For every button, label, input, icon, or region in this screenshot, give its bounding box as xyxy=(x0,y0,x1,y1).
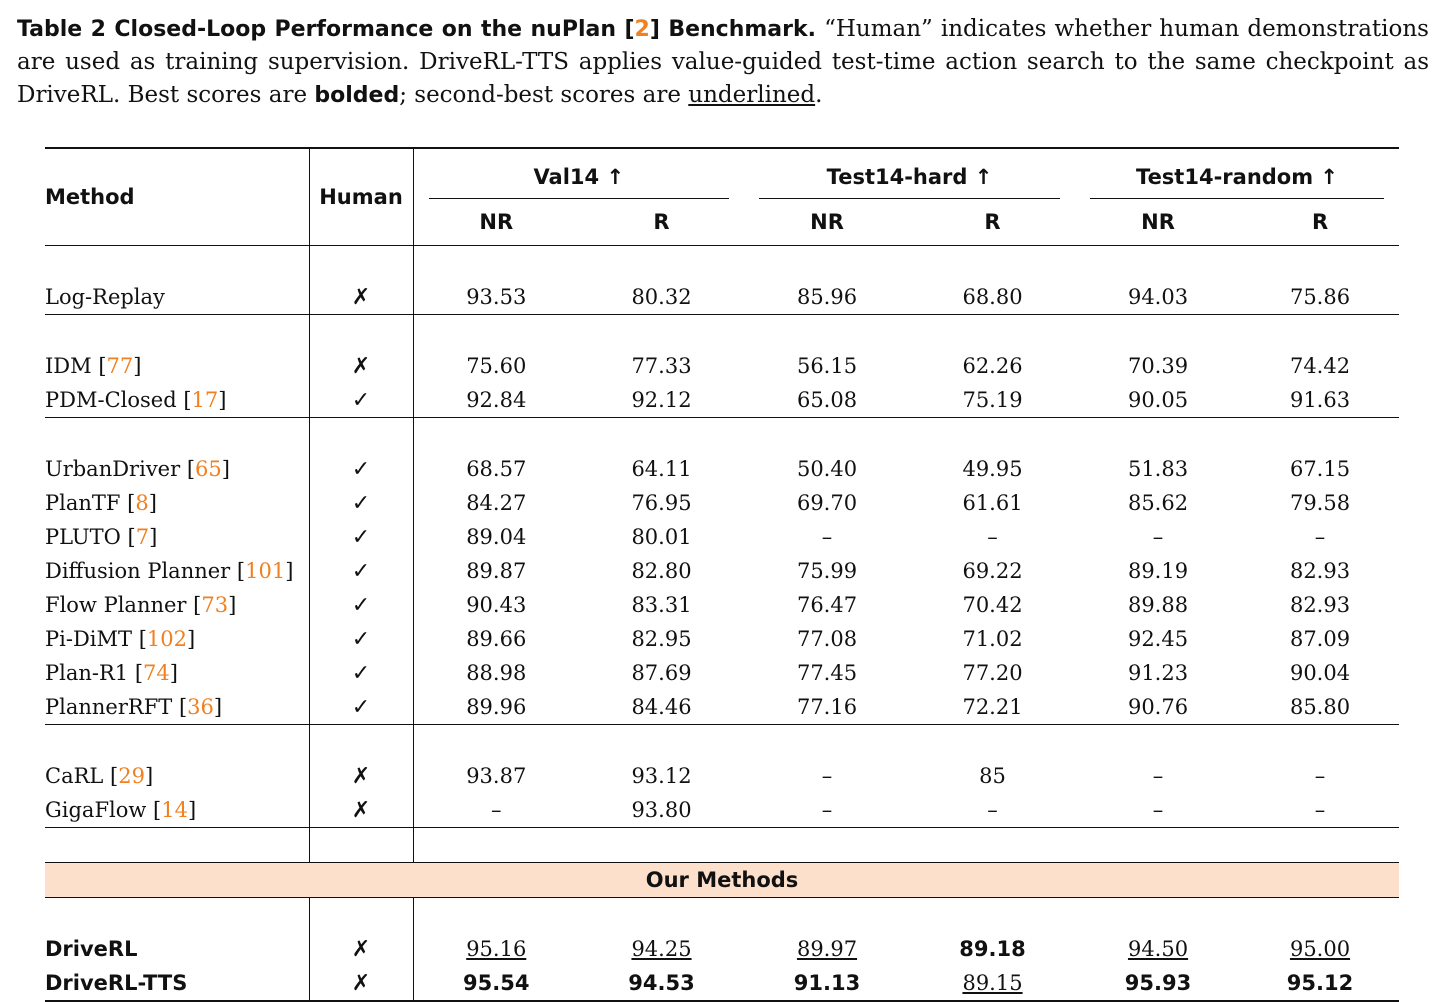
table-row xyxy=(45,622,1399,656)
score-cell: 90.76 xyxy=(1127,695,1189,719)
header-human: Human xyxy=(309,148,413,246)
method-name: PlanTF [8] xyxy=(45,486,309,520)
score-cell: 93.53 xyxy=(466,285,527,309)
score-cell: 89.87 xyxy=(466,559,527,583)
method-name: GigaFlow [14] xyxy=(45,793,309,828)
table-row xyxy=(45,383,1399,418)
score-cell: – xyxy=(821,525,833,549)
score-cell: 71.02 xyxy=(962,627,1023,651)
score-cell: – xyxy=(1152,525,1164,549)
table-caption: Table 2 Closed-Loop Performance on the nuPlan [2] Benchmark. “Human” indicates whether human demonstrations are used as training supervision. DriveRL-TTS applies value-guided test-time action search to the same checkpoint as DriveRL. Best scores are bolded; second-best scores are underlined. xyxy=(17,16,1429,108)
table-row xyxy=(45,520,1399,554)
score-cell: 67.15 xyxy=(1289,457,1351,481)
method-name: DriveRL-TTS xyxy=(45,966,309,1001)
method-name: Flow Planner [73] xyxy=(45,588,309,622)
score-cell: 76.47 xyxy=(796,593,858,617)
citation-link[interactable]: 65 xyxy=(195,457,222,481)
score-cell: 77.08 xyxy=(796,627,858,651)
score-cell: 51.83 xyxy=(1127,457,1189,481)
table-body xyxy=(45,246,1399,1002)
human-mark: ✓ xyxy=(309,656,413,690)
table-row xyxy=(45,452,1399,486)
score-cell: 92.45 xyxy=(1127,627,1189,651)
human-mark: ✓ xyxy=(309,452,413,486)
score-cell: 84.27 xyxy=(466,491,527,515)
human-mark: ✗ xyxy=(309,349,413,383)
method-name: Plan-R1 [74] xyxy=(45,656,309,690)
citation-link[interactable]: 8 xyxy=(135,491,149,515)
score-cell: – xyxy=(987,525,998,549)
method-name: CaRL [29] xyxy=(45,759,309,793)
score-cell: 85.96 xyxy=(796,285,858,309)
citation-link[interactable]: 17 xyxy=(191,388,219,412)
score-cell: 92.12 xyxy=(631,388,692,412)
score-cell: 64.11 xyxy=(631,457,692,481)
human-mark: ✓ xyxy=(309,486,413,520)
method-name: PlannerRFT [36] xyxy=(45,690,309,725)
caption-text: “Human” indicates whether human demonstrations are used as training supervision. DriveRL-TTS applies value-guided test-time action search to the same checkpoint as DriveRL. Best scores are xyxy=(17,16,1429,108)
best-score-cell: 91.13 xyxy=(793,971,861,995)
best-score-cell: 95.93 xyxy=(1124,971,1192,995)
score-cell: 50.40 xyxy=(796,457,858,481)
score-cell: 69.70 xyxy=(796,491,858,515)
header-group-test14-hard: Test14-hard ↑ xyxy=(744,148,1075,199)
citation-link[interactable]: 7 xyxy=(135,525,150,549)
method-name: PLUTO [7] xyxy=(45,520,309,554)
score-cell: 77.45 xyxy=(796,661,858,685)
citation-link[interactable]: 74 xyxy=(143,661,170,685)
score-cell: 75.86 xyxy=(1289,285,1351,309)
citation-link[interactable]: 73 xyxy=(201,593,229,617)
score-cell: – xyxy=(1314,798,1326,822)
caption-title: Closed-Loop Performance on the nuPlan [2] Benchmark. xyxy=(114,17,816,42)
method-name: Diffusion Planner [101] xyxy=(45,554,309,588)
human-mark: ✓ xyxy=(309,622,413,656)
header-sub: R xyxy=(653,210,670,235)
caption-bolded: bolded xyxy=(314,83,400,108)
score-cell: 61.61 xyxy=(962,491,1023,515)
human-mark: ✓ xyxy=(309,690,413,725)
citation-link[interactable]: 101 xyxy=(245,559,286,583)
score-cell: 75.60 xyxy=(466,354,527,378)
score-cell: 82.93 xyxy=(1289,593,1351,617)
citation-link[interactable]: 14 xyxy=(161,798,188,822)
best-score-cell: 95.12 xyxy=(1286,971,1354,995)
score-cell: 77.20 xyxy=(962,661,1023,685)
score-cell: – xyxy=(821,764,833,788)
score-cell: 85 xyxy=(979,764,1006,788)
header-sub: NR xyxy=(1141,210,1175,235)
citation-link[interactable]: 77 xyxy=(106,354,134,378)
second-best-score-cell: 95.16 xyxy=(466,937,527,961)
header-sub: R xyxy=(984,210,1001,235)
table-row xyxy=(45,759,1399,793)
score-cell: 93.12 xyxy=(631,764,692,788)
score-cell: 80.01 xyxy=(631,525,692,549)
score-cell: 89.96 xyxy=(466,695,527,719)
score-cell: – xyxy=(821,798,833,822)
method-name: Log-Replay xyxy=(45,280,309,315)
method-name: DriveRL xyxy=(45,932,309,966)
human-mark: ✗ xyxy=(309,280,413,315)
score-cell: – xyxy=(1152,764,1164,788)
score-cell: 91.63 xyxy=(1289,388,1351,412)
score-cell: 83.31 xyxy=(631,593,692,617)
score-cell: 92.84 xyxy=(466,388,527,412)
header-sub: NR xyxy=(479,210,514,235)
table-row-ours xyxy=(45,966,1399,1001)
human-mark: ✓ xyxy=(309,520,413,554)
human-mark: ✓ xyxy=(309,383,413,418)
score-cell: 75.99 xyxy=(796,559,858,583)
score-cell: 89.88 xyxy=(1127,593,1189,617)
score-cell: 82.80 xyxy=(631,559,692,583)
score-cell: 85.80 xyxy=(1289,695,1351,719)
score-cell: 75.19 xyxy=(962,388,1023,412)
score-cell: 87.09 xyxy=(1289,627,1351,651)
method-name: IDM [77] xyxy=(45,349,309,383)
score-cell: 90.43 xyxy=(466,593,527,617)
score-cell: 85.62 xyxy=(1127,491,1189,515)
section-band-label: Our Methods xyxy=(45,863,1399,898)
score-cell: 56.15 xyxy=(796,354,858,378)
score-cell: 90.05 xyxy=(1127,388,1189,412)
best-score-cell: 95.54 xyxy=(463,971,530,995)
score-cell: 93.80 xyxy=(631,798,692,822)
second-best-score-cell: 94.50 xyxy=(1127,937,1189,961)
header-group-test14-random: Test14-random ↑ xyxy=(1075,148,1399,199)
table-row xyxy=(45,656,1399,690)
human-mark: ✗ xyxy=(309,793,413,828)
score-cell: 69.22 xyxy=(962,559,1023,583)
score-cell: 68.57 xyxy=(466,457,527,481)
score-cell: 89.04 xyxy=(466,525,527,549)
table-row xyxy=(45,690,1399,725)
score-cell: 72.21 xyxy=(962,695,1023,719)
score-cell: 79.58 xyxy=(1289,491,1351,515)
score-cell: 65.08 xyxy=(796,388,858,412)
method-name: PDM-Closed [17] xyxy=(45,383,309,418)
score-cell: 76.95 xyxy=(631,491,692,515)
score-cell: 91.23 xyxy=(1127,661,1189,685)
score-cell: 82.93 xyxy=(1289,559,1351,583)
caption-label: Table 2 xyxy=(17,17,106,42)
human-mark: ✓ xyxy=(309,554,413,588)
score-cell: 77.16 xyxy=(796,695,858,719)
second-best-score-cell: 95.00 xyxy=(1289,937,1351,961)
header-method: Method xyxy=(45,148,309,246)
score-cell: 70.39 xyxy=(1127,354,1189,378)
second-best-score-cell: 89.97 xyxy=(796,937,858,961)
table-row xyxy=(45,793,1399,828)
table-row xyxy=(45,349,1399,383)
score-cell: 89.19 xyxy=(1127,559,1189,583)
score-cell: 70.42 xyxy=(962,593,1023,617)
human-mark: ✗ xyxy=(309,932,413,966)
score-cell: 82.95 xyxy=(631,627,692,651)
table-row xyxy=(45,486,1399,520)
results-table xyxy=(45,147,1399,1002)
score-cell: 80.32 xyxy=(631,285,692,309)
table-row xyxy=(45,588,1399,622)
score-cell: – xyxy=(491,798,502,822)
citation-link[interactable]: 29 xyxy=(118,764,145,788)
human-mark: ✗ xyxy=(309,759,413,793)
second-best-score-cell: 89.15 xyxy=(962,971,1023,995)
score-cell: – xyxy=(1314,525,1326,549)
citation-link[interactable]: 36 xyxy=(187,695,214,719)
caption-underlined: underlined xyxy=(688,82,816,108)
table-row-ours xyxy=(45,932,1399,966)
score-cell: 68.80 xyxy=(962,285,1023,309)
header-group-val14: Val14 ↑ xyxy=(413,148,744,199)
score-cell: 94.03 xyxy=(1127,285,1189,309)
best-score-cell: 94.53 xyxy=(628,971,695,995)
table-row xyxy=(45,554,1399,588)
score-cell: 74.42 xyxy=(1289,354,1351,378)
score-cell: 87.69 xyxy=(631,661,692,685)
score-cell: 84.46 xyxy=(631,695,692,719)
score-cell: 90.04 xyxy=(1289,661,1351,685)
score-cell: – xyxy=(987,798,998,822)
score-cell: 89.66 xyxy=(466,627,527,651)
score-cell: – xyxy=(1314,764,1326,788)
second-best-score-cell: 94.25 xyxy=(631,937,692,961)
best-score-cell: 89.18 xyxy=(959,937,1026,961)
human-mark: ✓ xyxy=(309,588,413,622)
human-mark: ✗ xyxy=(309,966,413,1001)
score-cell: 93.87 xyxy=(466,764,527,788)
section-band xyxy=(45,863,1399,898)
citation-link[interactable]: 102 xyxy=(146,627,187,651)
method-name: Pi-DiMT [102] xyxy=(45,622,309,656)
score-cell: 49.95 xyxy=(962,457,1023,481)
caption-ref-link[interactable]: 2 xyxy=(634,17,650,42)
score-cell: 88.98 xyxy=(466,661,527,685)
method-name: UrbanDriver [65] xyxy=(45,452,309,486)
score-cell: 62.26 xyxy=(962,354,1023,378)
header-sub: NR xyxy=(810,210,844,235)
table-row xyxy=(45,280,1399,315)
score-cell: 77.33 xyxy=(631,354,692,378)
score-cell: – xyxy=(1152,798,1164,822)
header-sub: R xyxy=(1311,210,1329,235)
